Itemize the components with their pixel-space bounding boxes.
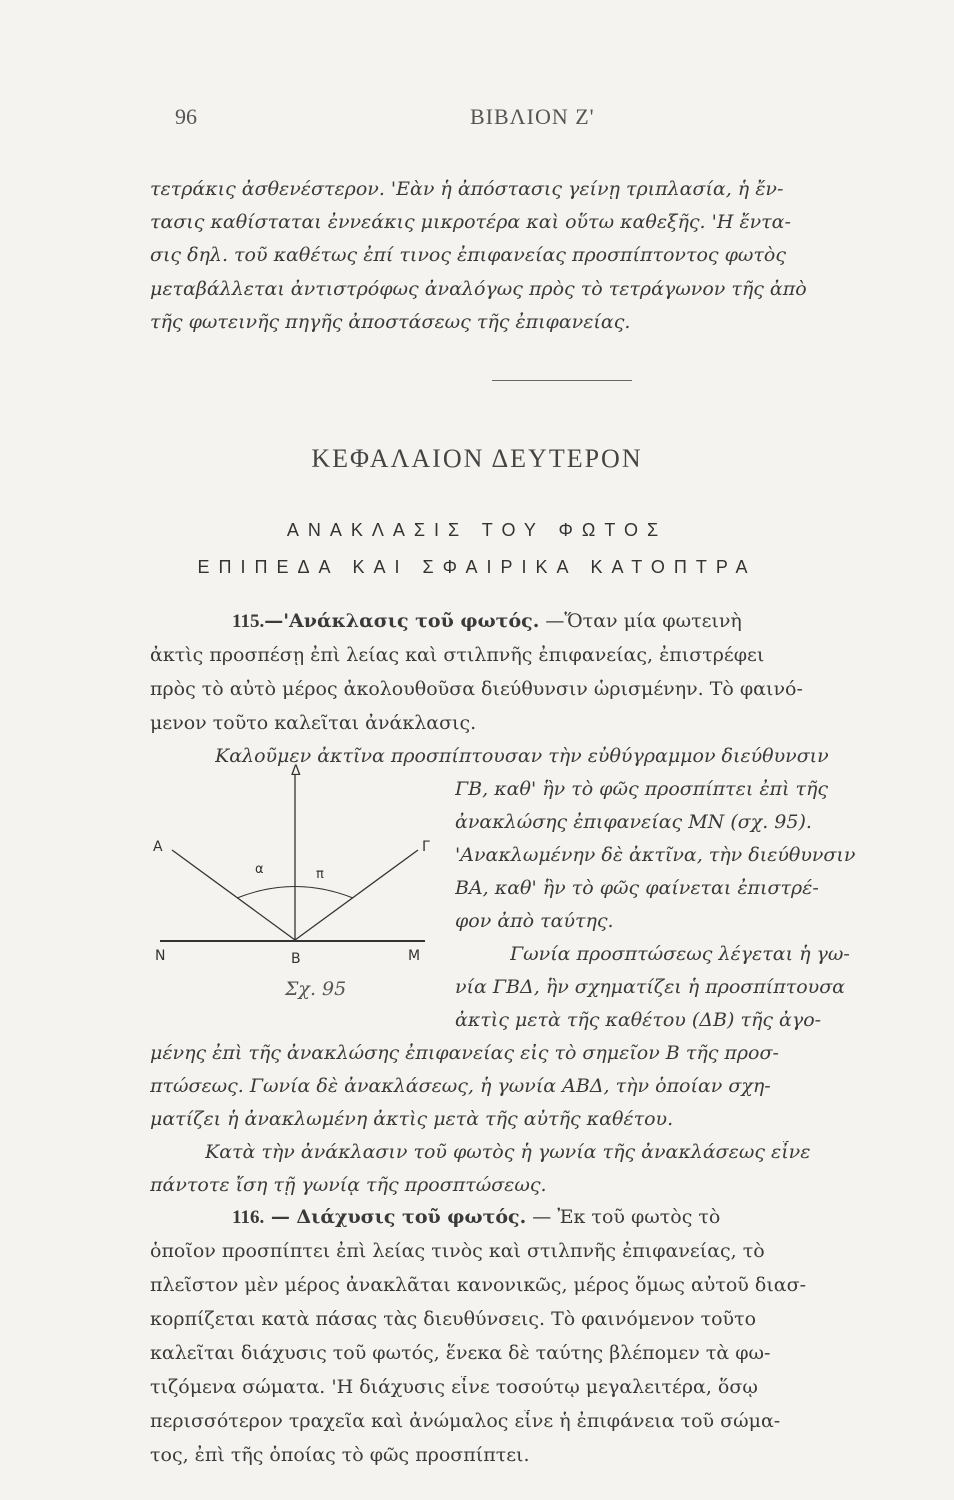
text-line: Καλοῦμεν ἀκτῖνα προσπίπτουσαν τὴν εὐθύγραμμον διεύθυνσιν bbox=[215, 745, 829, 767]
section-number: 116. bbox=[232, 1207, 265, 1228]
section-title: — Διάχυσις τοῦ φωτός. bbox=[264, 1206, 527, 1228]
text-line: μένης ἐπὶ τῆς ἀνακλώσης ἐπιφανείας εἰς τὸ σημεῖον Β τῆς προσ- bbox=[150, 1042, 779, 1064]
section-heading-115 bbox=[232, 610, 952, 633]
text-line: πάντοτε ἴση τῇ γωνίᾳ τῆς προσπτώσεως. bbox=[150, 1174, 547, 1196]
text-line: Γωνία προσπτώσεως λέγεται ἡ γω- bbox=[510, 943, 850, 965]
incident-ray bbox=[295, 850, 418, 940]
reflected-ray bbox=[172, 850, 295, 940]
text-line: —Ὅταν μία φωτεινὴ bbox=[539, 610, 742, 632]
label-nu: Ν bbox=[155, 948, 166, 964]
text-line: πρὸς τὸ αὐτὸ μέρος ἀκολουθοῦσα διεύθυνσιν ὡρισμένην. Τὸ φαινό- bbox=[150, 678, 803, 700]
label-alpha-point: Α bbox=[153, 839, 163, 855]
figure-caption: Σχ. 95 bbox=[285, 978, 347, 1000]
label-delta: Δ bbox=[291, 763, 301, 779]
text-line: πλεῖστον μὲν μέρος ἀνακλᾶται κανονικῶς, μέρος ὅμως αὐτοῦ διασ- bbox=[150, 1274, 806, 1296]
label-gamma: Γ bbox=[422, 839, 430, 855]
text-line: 'Ανακλωμένην δὲ ἀκτῖνα, τὴν διεύθυνσιν bbox=[455, 844, 856, 866]
text-line: μενον τοῦτο καλεῖται ἀνάκλασις. bbox=[150, 712, 477, 734]
text-line: νία ΓΒΔ, ἣν σχηματίζει ἡ προσπίπτουσα bbox=[455, 976, 845, 998]
text-line: ΒΑ, καθ' ἣν τὸ φῶς φαίνεται ἐπιστρέ- bbox=[455, 877, 819, 899]
text-line: τος, ἐπὶ τῆς ὁποίας τὸ φῶς προσπίπτει. bbox=[150, 1444, 530, 1466]
label-beta: Β bbox=[291, 951, 301, 967]
text-line: πτώσεως. Γωνία δὲ ἀνακλάσεως, ἡ γωνία ΑΒΔ, τὴν ὁποίαν σχη- bbox=[150, 1075, 771, 1097]
text-line: φον ἀπὸ ταύτης. bbox=[455, 910, 614, 932]
section-divider bbox=[492, 380, 632, 381]
text-line: τασις καθίσταται ἐννεάκις μικροτέρα καὶ οὕτω καθεξῆς. 'Η ἔντα- bbox=[150, 211, 791, 233]
text-line: Κατὰ τὴν ἀνάκλασιν τοῦ φωτὸς ἡ γωνία τῆς ἀνακλάσεως εἶνε bbox=[205, 1141, 811, 1163]
chapter-title: ΚΕΦΑΛΑΙΟΝ ΔΕΥΤΕΡΟΝ bbox=[311, 444, 643, 473]
text-line: — Ἐκ τοῦ φωτὸς τὸ bbox=[526, 1206, 721, 1228]
text-line: σις δηλ. τοῦ καθέτως ἐπί τινος ἐπιφανείας προσπίπτοντος φωτὸς bbox=[150, 244, 786, 266]
text-line: κορπίζεται κατὰ πάσας τὰς διευθύνσεις. Τὸ φαινόμενον τοῦτο bbox=[150, 1308, 757, 1330]
text-line: τιζόμενα σώματα. 'Η διάχυσις εἶνε τοσούτῳ μεγαλειτέρα, ὅσῳ bbox=[150, 1376, 758, 1398]
label-angle-alpha: α bbox=[255, 862, 264, 877]
text-line: μεταβάλλεται ἀντιστρόφως ἀναλόγως πρὸς τὸ τετράγωνον τῆς ἀπὸ bbox=[150, 278, 807, 300]
chapter-subtitle: ΑΝΑΚΛΑΣΙΣ ΤΟΥ ΦΩΤΟΣ bbox=[286, 520, 668, 540]
text-line: ΓΒ, καθ' ἣν τὸ φῶς προσπίπτει ἐπὶ τῆς bbox=[455, 778, 829, 800]
reflection-diagram bbox=[150, 755, 450, 970]
text-line: ἀκτὶς προσπέσῃ ἐπὶ λείας καὶ στιλπνῆς ἐπιφανείας, ἐπιστρέφει bbox=[150, 644, 765, 666]
text-line: ἀκτὶς μετὰ τῆς καθέτου (ΔΒ) τῆς ἀγο- bbox=[455, 1009, 822, 1031]
section-title: —'Ανάκλασις τοῦ φωτός. bbox=[264, 610, 540, 632]
section-heading-116 bbox=[232, 1206, 952, 1229]
text-line: καλεῖται διάχυσις τοῦ φωτός, ἕνεκα δὲ ταύτης βλέπομεν τὰ φω- bbox=[150, 1342, 771, 1364]
text-line: ματίζει ἡ ἀνακλωμένη ἀκτὶς μετὰ τῆς αὐτῆς καθέτου. bbox=[150, 1108, 674, 1130]
text-line: τετράκις ἀσθενέστερον. 'Εὰν ἡ ἀπόστασις γείνῃ τριπλασία, ἡ ἔν- bbox=[150, 178, 784, 200]
text-line: περισσότερον τραχεῖα καὶ ἀνώμαλος εἶνε ἡ ἐπιφάνεια τοῦ σώμα- bbox=[150, 1410, 781, 1432]
section-number: 115. bbox=[232, 611, 265, 632]
label-mu: Μ bbox=[408, 948, 421, 964]
running-head: ΒΙΒΛΙΟΝ Ζ' bbox=[470, 104, 595, 129]
page-number: 96 bbox=[175, 104, 197, 129]
chapter-subtitle: ΕΠΙΠΕΔΑ ΚΑΙ ΣΦΑΙΡΙΚΑ ΚΑΤΟΠΤΡΑ bbox=[197, 557, 757, 577]
text-line: τῆς φωτεινῆς πηγῆς ἀποστάσεως τῆς ἐπιφανείας. bbox=[150, 311, 631, 333]
text-line: ὁποῖον προσπίπτει ἐπὶ λείας τινὸς καὶ στιλπνῆς ἐπιφανείας, τὸ bbox=[150, 1240, 765, 1262]
label-angle-pi: π bbox=[316, 867, 324, 882]
text-line: ἀνακλώσης ἐπιφανείας ΜΝ (σχ. 95). bbox=[455, 811, 812, 833]
